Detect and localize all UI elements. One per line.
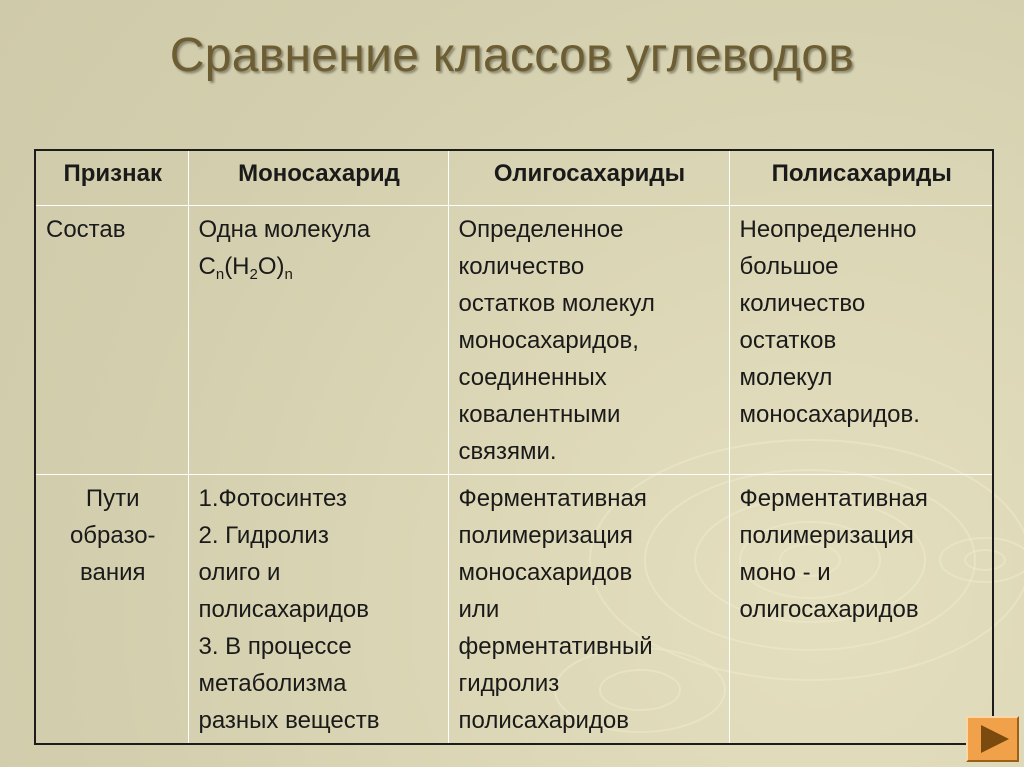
cell-line: большое [739,253,839,280]
cell-line: 1.Фотосинтез [198,485,347,512]
cell-line: моно - и [739,559,831,586]
cell-mono-composition [188,206,448,475]
header-oligosaccharides: Олигосахариды [448,150,729,206]
formula-subscript: 2 [249,266,258,283]
cell-mono-formation [188,475,448,745]
formula-part: (H [224,253,250,280]
cell-line: ферментативный [458,633,653,660]
cell-line: метаболизма [198,670,347,697]
cell-line: олиго и [198,559,281,586]
cell-line: полимеризация [458,522,633,549]
cell-line: моносахаридов. [739,401,920,428]
cell-line: Пути [85,485,140,512]
cell-line: ковалентными [458,401,621,428]
formula-part: O) [257,253,285,280]
cell-line: Ферментативная [458,485,647,512]
cell-line: полисахаридов [458,707,630,734]
cell-line: Неопределенно [739,216,917,243]
slide-title: Сравнение классов углеводов [169,29,855,82]
cell-line: образо- [69,522,156,549]
general-formula [199,248,440,285]
cell-line: вания [80,559,146,586]
formula-subscript: n [215,266,225,283]
header-monosaccharide: Моносахарид [188,150,448,206]
cell-feature-composition [35,206,188,475]
table-header-row [35,150,993,206]
cell-line: молекул [739,364,833,391]
table-row-composition [35,206,993,475]
cell-line: связями. [458,438,557,465]
cell-line: моносахаридов [458,559,633,586]
cell-line: Одна молекула [198,216,371,243]
cell-line: моносахаридов, [458,327,639,354]
cell-line: количество [739,290,866,317]
next-slide-button[interactable] [966,716,1019,762]
formula-part: C [198,253,216,280]
cell-line: соединенных [458,364,607,391]
header-polysaccharides: Полисахариды [729,150,993,206]
cell-line: или [458,596,500,623]
cell-line: остатков молекул [458,290,655,317]
cell-line: олигосахаридов [739,596,919,623]
play-triangle-icon [981,725,1009,753]
cell-line: полимеризация [739,522,914,549]
cell-line: Ферментативная [739,485,928,512]
cell-line: Состав [46,216,126,243]
cell-oligo-formation [448,475,729,745]
header-feature: Признак [35,150,188,206]
table-row-formation [35,475,993,745]
cell-line: 3. В процессе [198,633,352,660]
cell-line: остатков [739,327,837,354]
cell-oligo-composition [448,206,729,475]
cell-line: гидролиз [458,670,560,697]
cell-feature-formation [35,475,188,745]
cell-line: полисахаридов [198,596,370,623]
cell-poly-formation [729,475,993,745]
carbohydrate-comparison-table [34,149,994,745]
cell-line: разных веществ [198,707,380,734]
cell-line: количество [458,253,585,280]
cell-line: 2. Гидролиз [198,522,329,549]
cell-poly-composition [729,206,993,475]
formula-subscript: n [284,266,293,283]
cell-line: Определенное [458,216,624,243]
